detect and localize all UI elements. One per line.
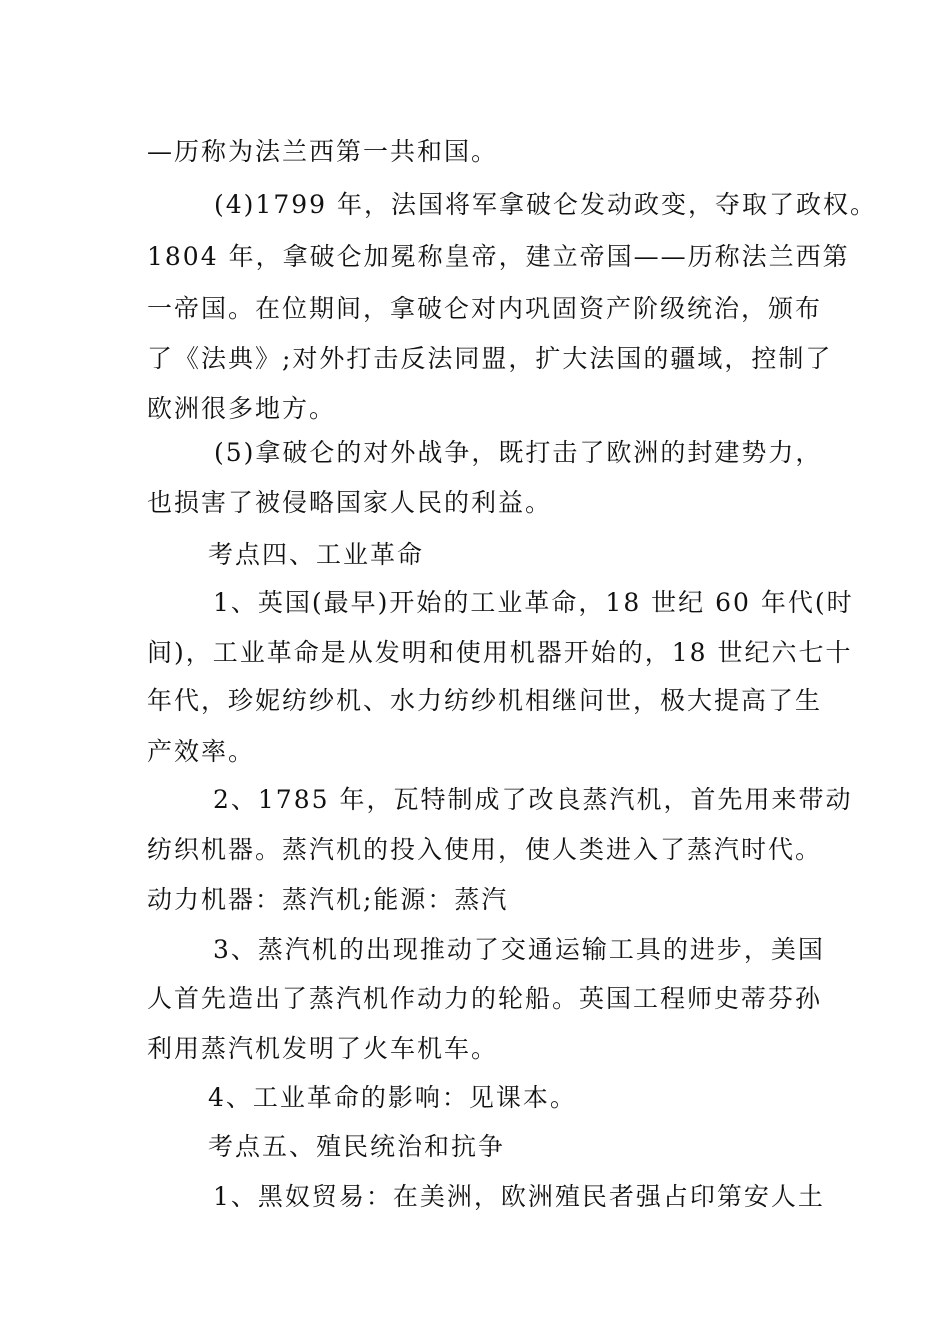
text-line: 也损害了被侵略国家人民的利益。 [147,488,553,517]
text-line: 利用蒸汽机发明了火车机车。 [147,1034,499,1063]
text-line: 动力机器：蒸汽机;能源：蒸汽 [147,885,509,914]
text-line: 4、工业革命的影响：见课本。 [208,1083,577,1112]
text-line: —历称为法兰西第一共和国。 [147,137,499,166]
text-line: 2、1785 年，瓦特制成了改良蒸汽机，首先用来带动 [213,785,853,814]
text-line: 1、英国(最早)开始的工业革命，18 世纪 60 年代(时 [213,588,854,617]
text-line: 1804 年，拿破仑加冕称皇帝，建立帝国——历称法兰西第 [147,242,850,271]
text-line: (4)1799 年，法国将军拿破仑发动政变，夺取了政权。 [214,190,877,219]
section-heading: 考点五、殖民统治和抗争 [208,1132,506,1161]
text-line: 1、黑奴贸易：在美洲，欧洲殖民者强占印第安人土 [213,1182,825,1211]
text-line: 间)，工业革命是从发明和使用机器开始的，18 世纪六七十 [147,638,853,667]
text-line: 年代，珍妮纺纱机、水力纺纱机相继问世，极大提高了生 [147,686,823,715]
text-line: 产效率。 [147,737,256,766]
text-line: 人首先造出了蒸汽机作动力的轮船。英国工程师史蒂芬孙 [147,984,823,1013]
text-line: (5)拿破仑的对外战争，既打击了欧洲的封建势力， [214,438,823,467]
section-heading: 考点四、工业革命 [208,540,425,569]
text-line: 纺织机器。蒸汽机的投入使用，使人类进入了蒸汽时代。 [147,835,823,864]
text-line: 了《法典》;对外打击反法同盟，扩大法国的疆域，控制了 [147,344,833,373]
text-line: 一帝国。在位期间，拿破仑对内巩固资产阶级统治，颁布 [147,294,823,323]
text-line: 欧洲很多地方。 [147,394,337,423]
text-line: 3、蒸汽机的出现推动了交通运输工具的进步，美国 [213,935,825,964]
